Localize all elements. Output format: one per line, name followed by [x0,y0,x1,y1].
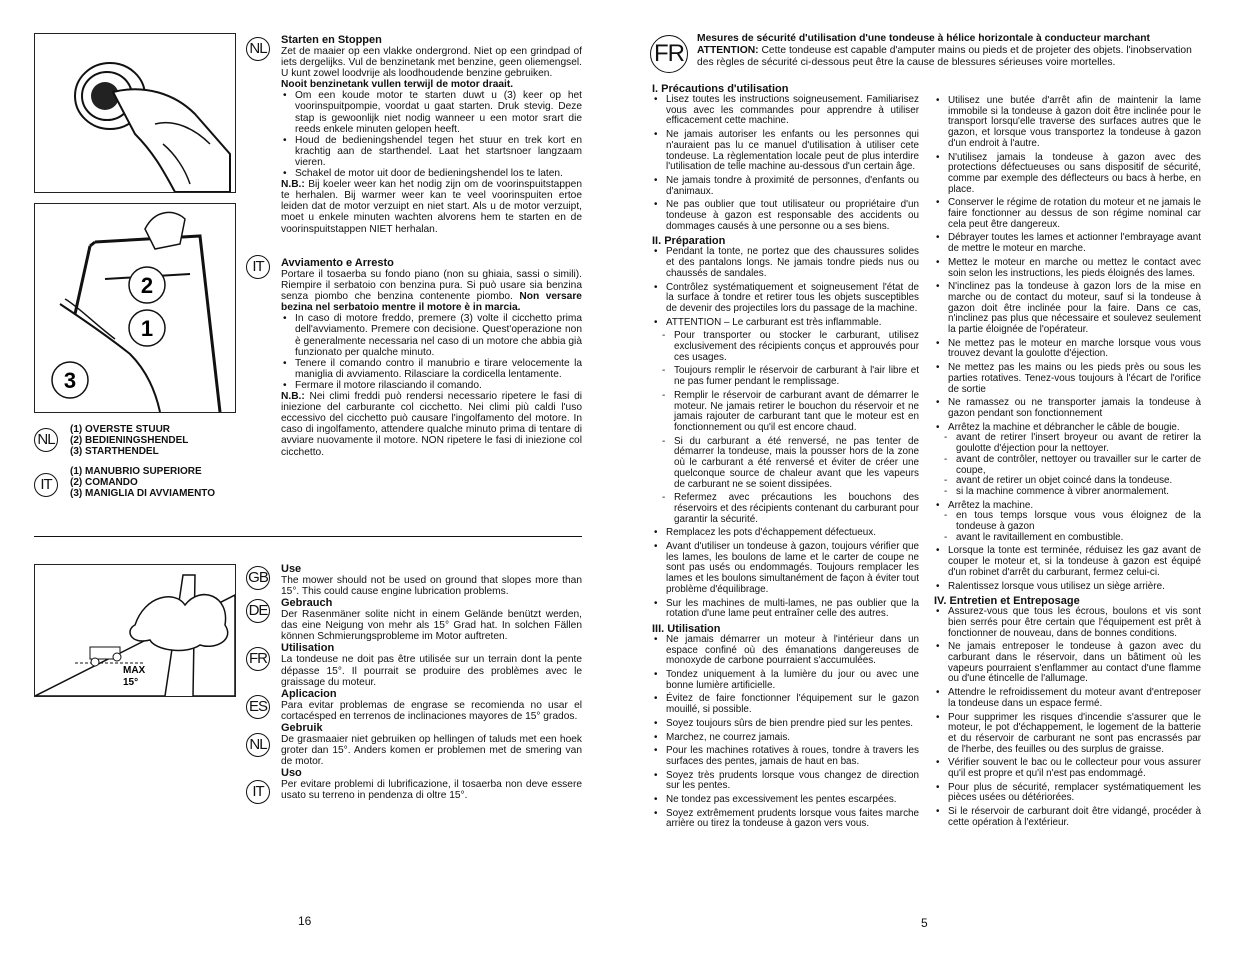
it-start-title: Avviamento e Arresto [281,257,394,269]
fr-safety-header [697,33,1201,69]
list-item: • Soyez extrêmement prudents lorsque vous faites marche arrière ou tirez la tondeuse à gazon vers vous. [652,809,919,830]
list-item: • Pour supprimer les risques d'incendie s'assurer que le moteur, le pot d'échappement, le logement de la batterie et du réservoir de carburant ne sont pas encrassés par de l'herbe, des feuilles ou des surplus de graisse. [934,713,1201,756]
fr-s1-title: I. Précautions d'utilisation [652,83,789,95]
nb-label: N.B.: [281,179,305,191]
fr-s2-list [652,247,919,620]
list-item: • Avant d'utiliser un tondeuse à gazon, toujours vérifier que les lames, les boulons de lame et le carter de coupe ne sont pas usés ou endommagés. Toujours remplacer les lames et les boulons simultanément de façon à éviter tout problème d'équilibrage. [652,542,919,596]
lang-badge-it: IT [246,780,270,804]
list-item: • Si le réservoir de carburant doit être vidangé, procéder à cette opération à l'extérieur. [934,807,1201,828]
use-text: La tondeuse ne doit pas être utilisée sur un terrain dont la pente dépasse 15°. Il pourrait se produire des problèmes avec le graissage du moteur. [281,654,582,688]
use-title: Utilisation [281,642,335,655]
list-item: • Marchez, ne courrez jamais. [652,733,919,744]
list-item: - en tous temps lorsque vous vous éloignez de la tondeuse à gazon [934,511,1201,532]
figure-label-1: 1 [140,316,154,341]
list-item: - avant de retirer l'insert broyeur ou avant de retirer la goulotte d'éjection pour la nettoyer. [934,433,1201,454]
caption-line: (1) MANUBRIO SUPERIORE [70,466,202,477]
lang-badge-nl: NL [246,37,270,61]
fr-col-2 [934,96,1201,829]
fr-attention [697,45,1201,69]
fr-s3-list [652,635,919,830]
lang-badge-nl: NL [246,733,270,757]
fr-s1-list [652,95,919,232]
list-item: - Remplir le réservoir de carburant avant de démarrer le moteur. Ne jamais retirer le bouchon du réservoir et ne jamais rajouter de carburant tant que le moteur est en fonctionnement ou qu'il est encore chaud. [652,391,919,434]
list-item: • Sur les machines de multi-lames, ne pas oublier que la rotation d'une lame peut entraîner celle des autres. [652,599,919,620]
list-item: • Soyez toujours sûrs de bien prendre pied sur les pentes. [652,719,919,730]
page-number-left: 16 [298,914,312,928]
nl-start-intro: Zet de maaier op een vlakke ondergrond. Niet op een grindpad of iets dergelijks. Vul de benzinetank met benzine, geen oliemengsel. U kunt zowel loodvrije als loodhoudende benzine gebruiken. [281,46,582,80]
list-item: - si la machine commence à vibrer anormalement. [934,487,1201,498]
list-item: • Remplacez les pots d'échappement défectueux. [652,528,919,539]
use-section-nl [281,722,582,767]
use-text: Para evitar problemas de engrase se recomienda no usar el cortacésped en terrenos de inclinaciones mayores de 15° grados. [281,699,582,722]
list-item: • Fermare il motore rilasciando il comando. [281,380,582,391]
caption-line: (3) MANIGLIA DI AVVIAMENTO [70,488,215,499]
list-item: • Soyez très prudents lorsque vous changez de direction sur les pentes. [652,771,919,792]
page-number-right: 5 [921,916,928,930]
it-start-intro-text: Portare il tosaerba su fondo piano (non su ghiaia, sassi o simili). Riempire il serbatoio con benzina pura. Si può usare sia benzina senza piombo che benzina contenente piombo. [281,269,582,303]
it-start-list [281,313,582,391]
list-item: • N'utilisez jamais la tondeuse à gazon avec des protections défectueuses ou sans dispositif de sécurité, comme par exemple des déflecteurs ou bacs à herbe, en place. [934,153,1201,196]
fr-s3-title: III. Utilisation [652,622,721,635]
nl-start-title: Starten en Stoppen [281,34,382,46]
fr-s4-list [934,607,1201,828]
list-item: • Ralentissez lorsque vous utilisez un siège arrière. [934,582,1201,593]
list-item: • Ne mettez pas le moteur en marche lorsque vous vous trouvez devant la goulotte d'éjection. [934,339,1201,360]
list-item: • Ne jamais tondre à proximité de personnes, d'enfants ou d'animaux. [652,176,919,197]
use-section-de [281,597,582,642]
list-item: • Tenere il comando contro il manubrio e tirare velocemente la maniglia di avviamento. Rilasciare la cordicella lentamente. [281,358,582,380]
use-sections [281,563,582,801]
use-section-es [281,688,582,722]
caption-line: (1) OVERSTE STUUR [70,424,171,435]
fr-safety-title: Mesures de sécurité d'utilisation d'une tondeuse à hélice horizontale à conducteur marchant [697,33,1150,44]
slope-max-label: MAX [123,665,146,676]
nb-label: N.B.: [281,391,305,403]
slope-figure [34,564,236,697]
fr-s2-title: II. Préparation [652,235,726,248]
list-item: • Évitez de faire fonctionner l'équipement sur le gazon mouillé, si possible. [652,694,919,715]
list-item: • Ne jamais entreposer le tondeuse à gazon avec du carburant dans le réservoir, dans un bâtiment où les vapeurs pourraient s'enflammer au contact d'une flamme ou d'une étincelle de l'allumage. [934,642,1201,685]
list-item: • Tondez uniquement à la lumière du jour ou avec une bonne lumière artificielle. [652,670,919,691]
attention-label: ATTENTION: [697,45,759,56]
list-item: • Mettez le moteur en marche ou mettez le contact avec soin selon les instructions, les pieds éloignés des lames. [934,258,1201,279]
use-text: Der Rasenmäner solite nicht in einem Gelände benützt werden, das eine Neigung von mehr als 15° Grad hat. In solchen Fällen können Schmierungsprobleme im Motor auftreten. [281,609,582,643]
list-item: • Utilisez une butée d'arrêt afin de maintenir la lame immobile si la tondeuse à gazon doit être inclinée pour le transport lorsqu'elle traverse des surfaces autres que le gazon, et lorsque vous transportez la tondeuse à gazon d'un endroit à l'autre. [934,96,1201,150]
it-start-intro [281,269,582,313]
lang-badge-fr: FR [246,647,270,671]
caption-line: (3) STARTHENDEL [70,446,159,457]
primer-figure [34,33,236,193]
list-item: • Lorsque la tonte est terminée, réduisez les gaz avant de couper le moteur et, si la tondeuse à gazon est équipé d'un robinet d'arrêt du carburant, fermez celui-ci. [934,546,1201,578]
list-item: • Assurez-vous que tous les écrous, boulons et vis sont bien serrés pour être certain que l'équipement est prêt à fonctionner de nouveau, dans de bonnes conditions. [934,607,1201,639]
figure-label-3: 3 [63,368,77,393]
list-item: • Débrayer toutes les lames et actionner l'embrayage avant de mettre le moteur en marche. [934,233,1201,254]
list-item: - Pour transporter ou stocker le carburant, utilisez exclusivement des récipients conçus et approuvés pour ces usages. [652,331,919,363]
list-item: • Pendant la tonte, ne portez que des chaussures solides et des pantalons longs. Ne jamais tondre pieds nus ou chaussés de sandales. [652,247,919,279]
list-item: • Pour plus de sécurité, remplacer systématiquement les pièces usées ou détériorées. [934,783,1201,804]
list-item: • Vérifier souvent le bac ou le collecteur pour vous assurer qu'il est propre et qu'il n'est pas endommagé. [934,758,1201,779]
nl-start-nb [281,179,582,234]
attention-text: Cette tondeuse est capable d'amputer mains ou pieds et de projeter des objets. l'inobservation des règles de sécurité ci-dessous peut être la cause de blessures sérieuses voire mortelles. [697,45,1192,68]
use-title: Use [281,563,302,575]
it-start-nb [281,391,582,458]
lang-badge-it: IT [34,473,58,497]
list-item: • Contrôlez systématiquement et soigneusement l'état de la surface à tondre et retirer tous les objets susceptibles de devenir des projectiles lors du passage de la machine. [652,283,919,315]
caption-it [70,466,215,499]
use-title: Gebrauch [281,597,333,610]
lang-badge-gb: GB [246,566,270,590]
start-handle-figure [34,203,236,413]
fr-col-1 [652,83,919,830]
list-item: - avant de contrôler, nettoyer ou travailler sur le carter de coupe, [934,455,1201,476]
list-item: • Pour les machines rotatives à roues, tondre à travers les surfaces des pentes, jamais de haut en bas. [652,746,919,767]
figure-label-2: 2 [140,273,154,298]
caption-line: (2) BEDIENINGSHENDEL [70,435,189,446]
list-item: • Ne jamais démarrer un moteur à l'intérieur dans un espace confiné où des émanations dangereuses de monoxyde de carbone pourraient s'accumulées. [652,635,919,667]
lang-badge-es: ES [246,695,270,719]
use-section-it [281,767,582,801]
nb-text: Nei climi freddi può rendersi necessario ripetere le fasi di iniezione del carburante col cicchetto. Nei climi più caldi l'uso eccessivo del cicchetto può causare l'ingolfamento del motore. In caso di ingolfamento, attendere qualche minuto prima di tentare di avviare nuovamente il motore. NON ripetere le fasi di iniezione col cicchetto. [281,391,582,458]
it-start-section [281,257,582,458]
use-section-fr [281,642,582,687]
list-item: • Arrêtez la machine. [934,501,1201,512]
it-start-warning: Non versare bezina nel serbatoio mentre il motore è in marcia. [281,291,582,314]
list-item: • Ne jamais autoriser les enfants ou les personnes qui n'auraient pas lu ce manuel d'utilisation à utiliser cete tondeuse. La règlementation locale peut de plus interdire l'utilisation de telle machine au-dessous d'un certain âge. [652,130,919,173]
use-text: De grasmaaier niet gebruiken op hellingen of taluds met een hoek groter dan 15°. Anders komen er problemen met de smering van de motor. [281,733,582,768]
list-item: • ATTENTION – Le carburant est très inflammable. [652,318,919,329]
fr-s4-title: IV. Entretien et Entreposage [934,595,1080,608]
use-section-gb [281,563,582,597]
list-item: • N'inclinez pas la tondeuse à gazon lors de la mise en marche ou de contact du moteur, sauf si la tondeuse à gazon doit être inclinée pour la faire. Dans ce cas, n'inclinez pas plus que nécessaire et soulevez seulement la partie éloignée de l'opérateur. [934,282,1201,336]
nl-start-warning: Nooit benzinetank vullen terwijl de motor draait. [281,79,514,91]
list-item: - avant de retirer un objet coincé dans la tondeuse. [934,476,1201,487]
fr-col2-list [934,96,1201,592]
nl-start-list [281,90,582,179]
use-title: Uso [281,767,302,780]
list-item: • Attendre le refroidissement du moteur avant d'entreposer la tondeuse dans un espace fermé. [934,688,1201,709]
lang-badge-fr-large: FR [650,35,688,73]
list-item: • Conserver le régime de rotation du moteur et ne jamais le faire fonctionner au dessus de son régime nominal car cela peut être dangereux. [934,198,1201,230]
list-item: • In caso di motore freddo, premere (3) volte il cicchetto prima dell'avviamento. Premere con decisione. Quest'operazione non è generalmente necessaria nel caso di un motore che abbia già funzionato per qualche minuto. [281,313,582,357]
nl-start-section [281,34,582,235]
list-item: • Schakel de motor uit door de bedieningshendel los te laten. [281,168,582,179]
lang-badge-it: IT [246,255,270,279]
list-item: - Si du carburant a été renversé, ne pas tenter de démarrer la tondeuse, mais la pousser hors de la zone où le carburant a été renversé et éviter de créer une quelconque source de chaleur avant que les vapeurs de carburant ne se soient dissipées. [652,437,919,491]
use-title: Gebruik [281,721,323,734]
slope-illustration [35,565,235,696]
list-item: - Refermez avec précautions les bouchons des réservoirs et des récipients contenant du carburant pour garantir la sécurité. [652,493,919,525]
list-item: • Om een koude motor te starten duwt u (3) keer op het voorinspuitpompie, voordat u gaat starten. Druk stevig. Deze stap is gewoonlijk niet nodig wanneer u een motor srart die reeds enkele minuten gelopen heeft. [281,90,582,134]
use-text: Per evitare problemi di lubrificazione, il tosaerba non deve essere usato su terreno in pendenza di oltre 15°. [281,779,582,802]
list-item: • Ne mettez pas les mains ou les pieds près ou sous les parties rotatives. Tenez-vous toujours à l'écart de l'orifice de sortie [934,363,1201,395]
list-item: - avant le ravitaillement en combustible. [934,533,1201,544]
nb-text: Bij koeler weer kan het nodig zijn om de voorinspuitstappen te herhalen. Bij warmer weer kan te veel voorinspuiten ertoe leiden dat de motor verzuipt en niet start. Als u de motor verzuipt, moet u enkele minuten wachten alvorens hem te starten en de voorinspuitstappen NIET herhalan. [281,179,582,235]
use-text: The mower should not be used on ground that slopes more than 15°. This could cause engine lubrication problems. [281,575,582,598]
lang-badge-de: DE [246,599,270,623]
primer-hand-illustration [35,34,235,192]
caption-line: (2) COMANDO [70,477,138,488]
start-handle-illustration [35,204,235,412]
list-item: • Ne tondez pas excessivement les pentes escarpées. [652,795,919,806]
list-item: • Ne ramassez ou ne transporter jamais la tondeuse à gazon pendant son fonctionnement [934,398,1201,419]
list-item: • Houd de bedieningshendel tegen het stuur en trek kort en krachtig aan de starthendel. Laat het startsnoer langzaam vieren. [281,135,582,168]
slope-angle-label: 15° [123,677,139,688]
list-item: • Ne pas oublier que tout utilisateur ou propriétaire d'un tondeuse à gazon est responsable des accidents ou dommages causés à une personne ou a ses biens. [652,200,919,232]
use-title: Aplicacion [281,687,337,700]
list-item: - Toujours remplir le réservoir de carburant à l'air libre et ne pas fumer pendant le remplissage. [652,366,919,387]
list-item: • Arrêtez la machine et débrancher le câble de bougie. [934,423,1201,434]
section-divider [34,536,582,537]
list-item: • Lisez toutes les instructions soigneusement. Familiarisez vous avec les commandes pour apprendre à utiliser efficacement cette machine. [652,95,919,127]
lang-badge-nl: NL [34,428,58,452]
caption-nl [70,424,188,457]
